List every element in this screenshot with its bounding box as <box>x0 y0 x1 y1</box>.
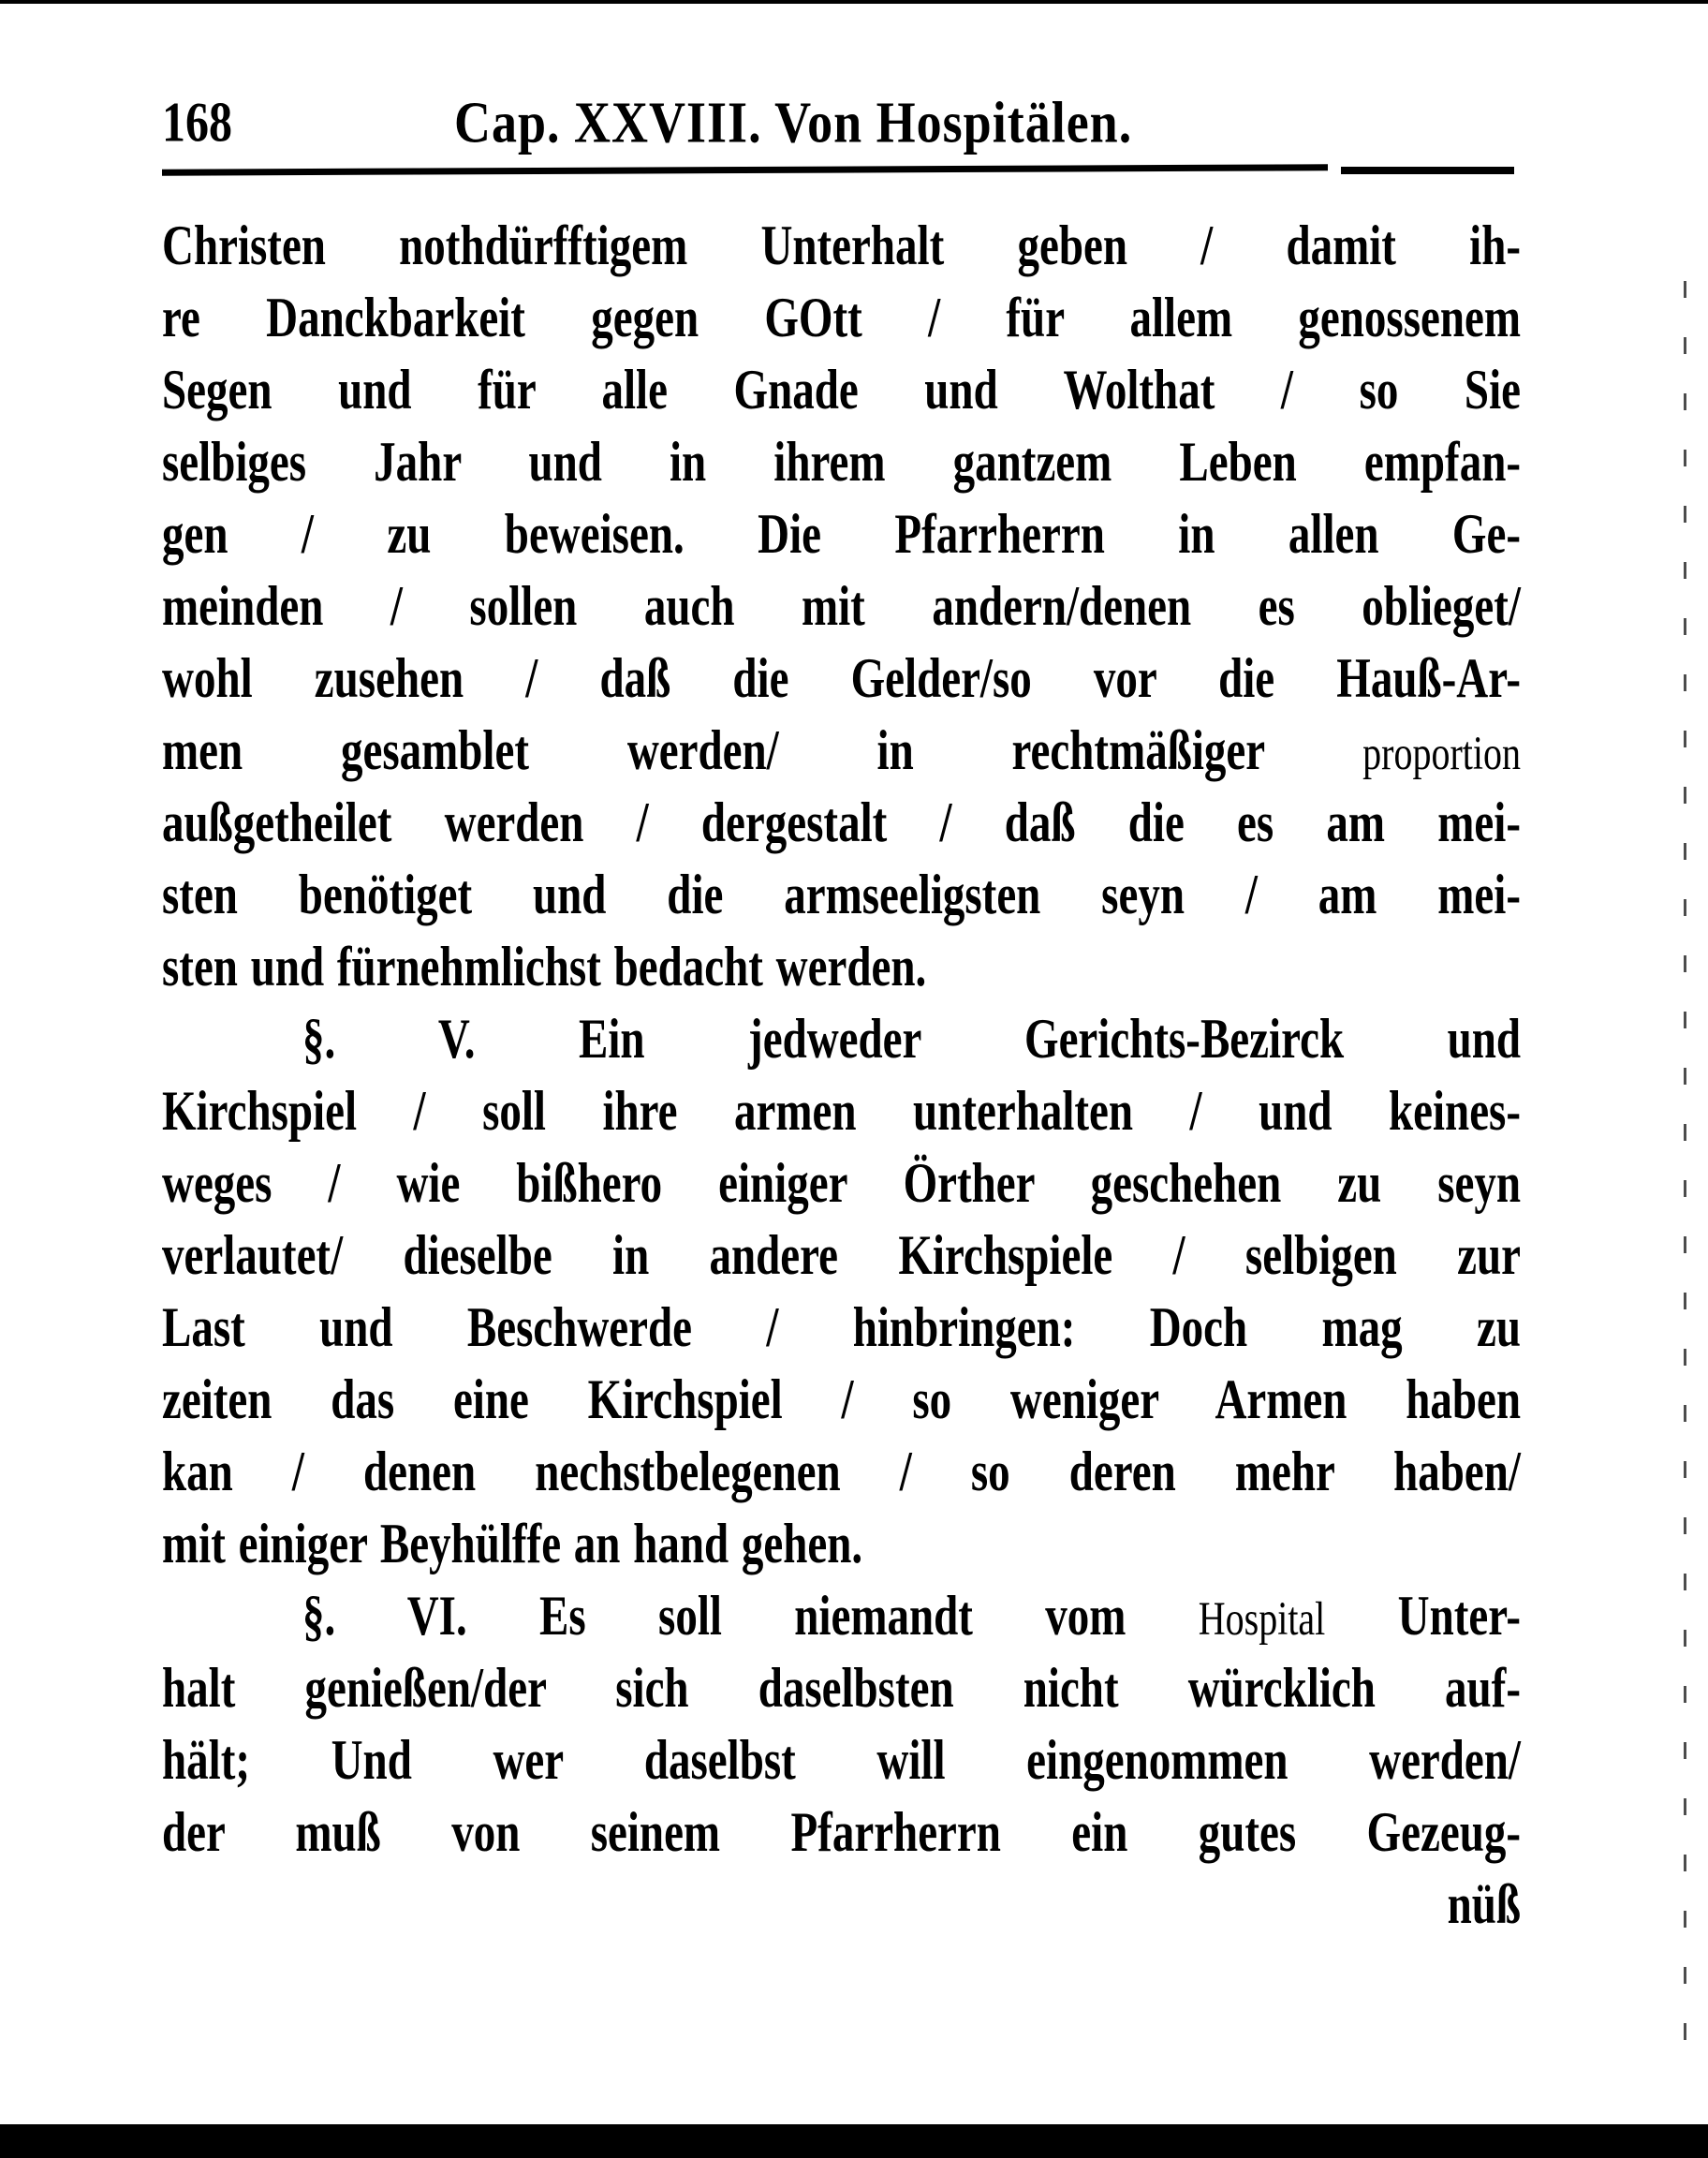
text-line: gen / zu beweisen. Die Pfarrherrn in allen Ge- <box>162 503 1521 567</box>
text-line: hält; Und wer daselbst will eingenommen werden/ <box>162 1729 1521 1793</box>
paragraph-end-line: mit einiger Beyhülffe an hand gehen. <box>162 1513 863 1576</box>
header-rule-end <box>1341 167 1514 174</box>
text-line: Kirchspiel / soll ihre armen unterhalten / und keines- <box>162 1080 1521 1144</box>
text-line: außgetheilet werden / dergestalt / daß die es am mei- <box>162 791 1521 855</box>
text-line: Segen und für alle Gnade und Wolthat / so Sie <box>162 359 1521 422</box>
running-title: Cap. XXVIII. Von Hospitälen. <box>454 90 1133 155</box>
page-number: 168 <box>162 90 232 154</box>
text-line: meinden / sollen auch mit andern/denen es oblieget/ <box>162 575 1521 639</box>
text-line: selbiges Jahr und in ihrem gantzem Leben empfan- <box>162 431 1521 495</box>
text-line: wohl zusehen / daß die Gelder/so vor die Hauß-Ar- <box>162 647 1521 711</box>
text-line: halt genießen/der sich daselbsten nicht würcklich auf- <box>162 1657 1521 1721</box>
text-line: zeiten das eine Kirchspiel / so weniger Armen haben <box>162 1368 1521 1432</box>
scan-edge-noise <box>1684 281 1686 2061</box>
text-line: verlautet/ dieselbe in andere Kirchspiele / selbigen zur <box>162 1224 1521 1288</box>
scan-top-edge <box>0 0 1708 4</box>
page-header <box>162 89 1521 155</box>
catchword: nüß <box>1447 1873 1521 1937</box>
text-segment: men gesamblet werden/ in rechtmäßiger <box>162 719 1265 783</box>
roman-word: proportion <box>1362 725 1522 780</box>
text-line: kan / denen nechstbelegenen / so deren mehr haben/ <box>162 1441 1521 1504</box>
section-heading-line: §. V. Ein jedweder Gerichts-Bezirck und <box>302 1008 1521 1072</box>
text-line: sten benötiget und die armseeligsten seyn / am mei- <box>162 864 1521 927</box>
text-line: weges / wie bißhero einiger Örther geschehen zu seyn <box>162 1152 1521 1216</box>
text-line: Last und Beschwerde / hinbringen: Doch mag zu <box>162 1296 1521 1360</box>
body-text <box>162 211 1521 1942</box>
paragraph-end-line: sten und fürnehmlichst bedacht werden. <box>162 936 927 999</box>
header-rule <box>162 164 1328 175</box>
text-line: Christen nothdürfftigem Unterhalt geben / damit ih- <box>162 214 1521 278</box>
roman-word: Hospital <box>1198 1590 1326 1646</box>
scan-bottom-edge <box>0 2124 1708 2158</box>
text-segment: Unter- <box>1397 1585 1522 1648</box>
text-segment: §. VI. Es soll niemandt vom <box>302 1585 1126 1648</box>
text-line: der muß von seinem Pfarrherrn ein gutes Gezeug- <box>162 1801 1521 1865</box>
text-line: re Danckbarkeit gegen GOtt / für allem genossenem <box>162 287 1521 350</box>
